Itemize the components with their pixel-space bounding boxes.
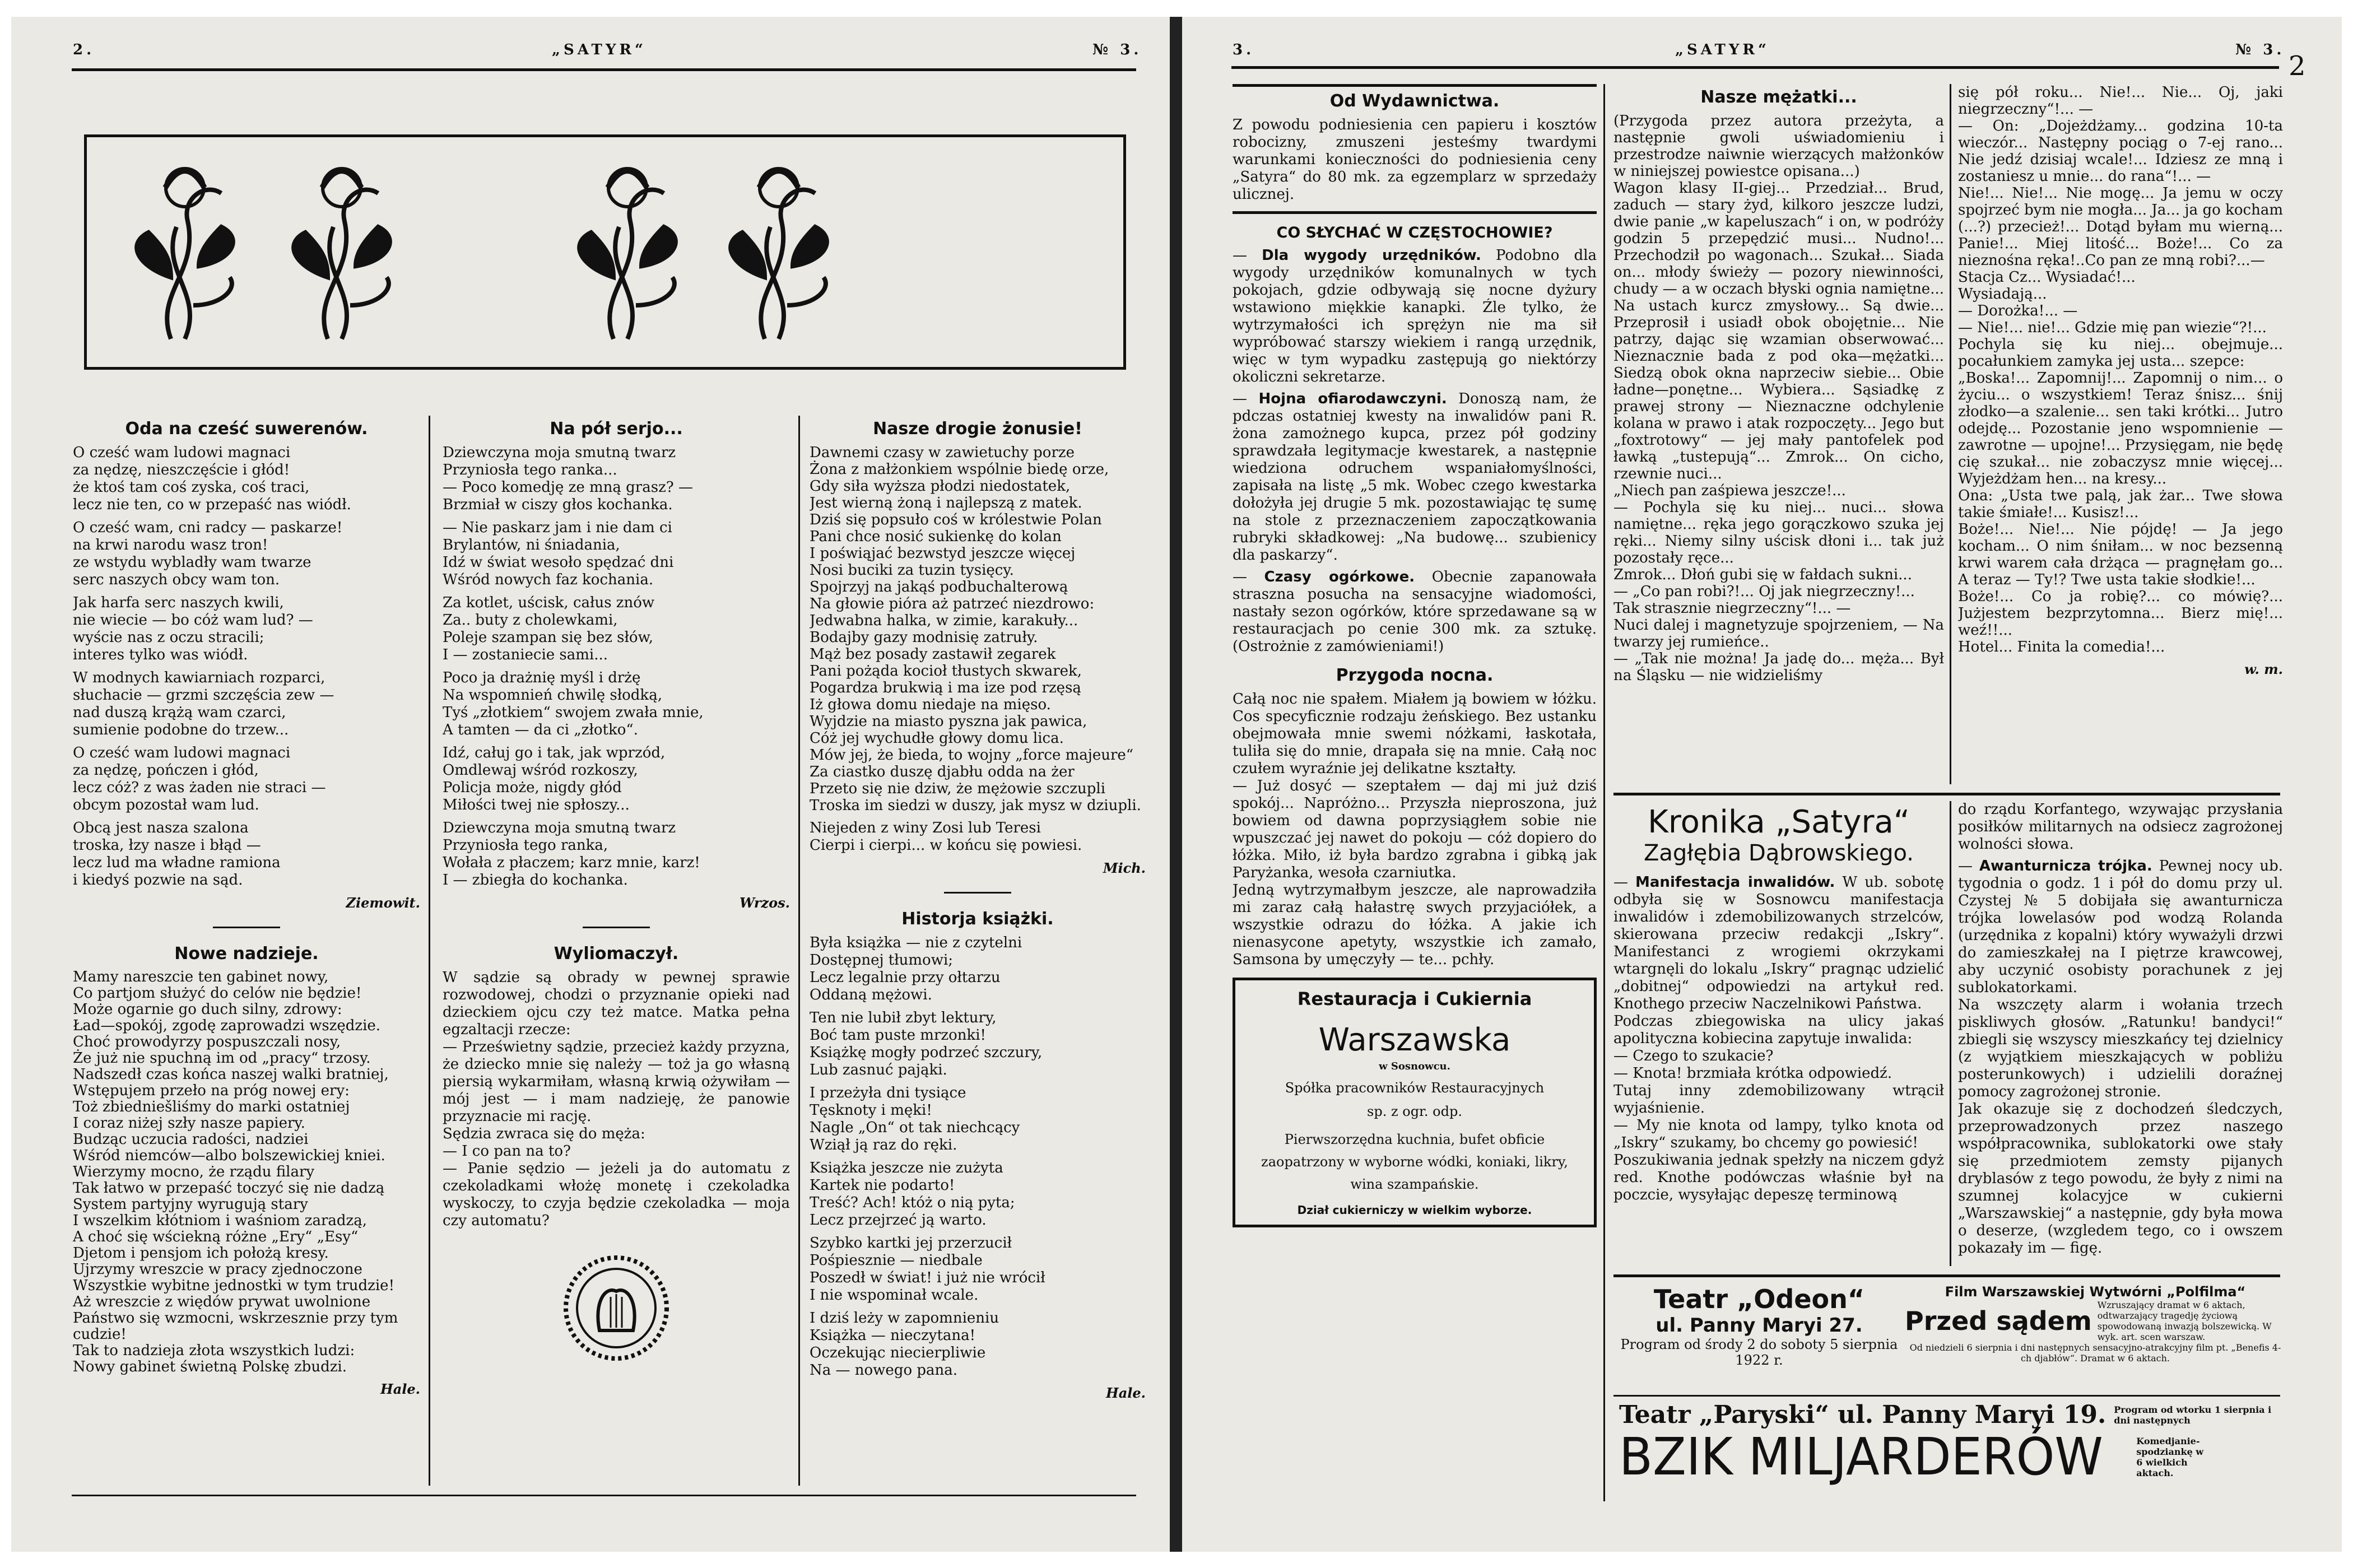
news-item: — Hojna ofiarodawczyni. Donoszą nam, że pdczas ostatniej kwesty na inwalidów pani R. żona zamożnego kupca, przez pół godziny sprawdzała legitymacje kwestarek, a następnie wiedziona odruchem wspaniałomyślności, zapisała na listę „5 mk. Wobec czego kwestarka dołożyła jej drugie 5 mk. pozostawiając tę sumę na stole z przeznaczeniem zapoczątkowania rubryki składkowej: „Na budowę... szubienicy dla paskarzy“. [1233,390,1597,564]
rule [1233,211,1597,214]
poem-stanza: Dziewczyna moja smutną twarz Przyniosła tego ranka, Wołała z płaczem; karz mnie, karz! I — zbiegła do kochanka. [443,820,700,888]
poem-stanza: I przeżyła dni tysiące Tęsknoty i męki! Nagle „On“ ot tak niechcący Wziął ją raz do ręki. [810,1085,1020,1153]
news-heading: Awanturnicza trójka. [1979,858,2152,874]
column-rule [1950,84,1951,784]
divider [944,892,1011,894]
poem-stanza: Obcą jest nasza szalona troska, łzy nasze i błąd — lecz lud ma władne ramiona i kiedyś pozwie na sąd. [73,820,281,888]
poem-stanza: Za kotlet, uścisk, całus znów Za.. buty z cholewkami, Poleje szampan się bez słów, I — zostaniecie sami... [443,594,655,663]
article-text: Całą noc nie spałem. Miałem ją bowiem w łóżku. Cos specyficznie rodzaju żeńskiego. Bez ustanku obejmowała mnie swemi nóżkami, łaskotała, tuliła się do mnie, drapała się na mnie. Całą noc czułem wyraźnie jej delikatne kształty. — Już dosyć — szeptałem — daj mi już dziś spokój... Napróżno... Przyszła nieproszona, już bowiem od dawna poprzysiągłem sobie nie wpuszczać jej nawet do pokoju — cóż dopiero do łóżka. Miło, iż była bardzo zgrabna i gibką jak Paryżanka, wesoła czarniutka. Jedną wytrzymałbym jeszcze, ale naprowadziła mi zaraz całą hałastrę swych przyjaciółek, a wszystkie odrazu do łóżka. A jakie ich nienasycone apetyty, wszystkie ich zamało, Samsona by umęczyły — te... pchły. [1233,691,1597,968]
poem-stanza: O cześć wam, cni radcy — paskarze! na krwi narodu wasz tron! ze wstydu wybladły wam twarze serc naszych obcy wam ton. [73,519,343,588]
news-text: Podobno dla wygody urzędników komunalnych w tych pokojach, gdzie odbywają się nocne dyżury wstawiono miękkie kanapki. Źle tylko, że wytrzymałości ich sprężyn nie ma sił wypróbować starszy wiekiem i rangą urzędnik, więc w tym wypadku zastępują go niektórzy okoliczni sekretarze. [1233,247,1597,385]
article-title: Historja książki. [901,909,1054,929]
running-title: „SATYR“ [1675,41,1770,58]
rule [1233,84,1597,87]
ad-text: Program od wtorku 1 sierpnia i dni następnych [2114,1404,2272,1426]
column-rule [1603,84,1605,1501]
issue-number: № 3. [1092,41,1142,58]
paryski-title-row [1619,1429,2280,1485]
news-text: Pewnej nocy ub. tygodnia o godz. 1 i pół do domu przy ul. Czystej № 5 dobijała się awanturnicza trójka lowelasów pod wodzą Rolanda (urzędnika z kopalni) który wyważyli drzwi do zamieszkałej na I piętrze krawcowej, aby uczynić osobisty porachunek z jej sublokatorkami. Na wszczęty alarm i wołania trzech piskliwych głosów. „Ratunku! bandyci!“ zbiegli się wszyscy mieszkańcy tej dzielnicy (z wyjątkiem mieszkających w pobliżu posterunkowych) i udzielili doraźnej pomocy zagrożonej stronie. Jak okazuje się z dochodzeń śledczych, przeprowadzonych przez naszego współpracownika, sublokatorki owe stały się przedmiotem zemsty pijanych dryblasów z tego powodu, że były z nimi na szumnej kolacyjce w cukierni „Warszawskiej“ a następnie, gdy była mowa o deserze, (wzgledem tego, co i owszem pokazały im — figę. [1958,858,2283,1257]
ad-text: Komedjanie-spodziankę w 6 wielkich aktach. [2136,1436,2204,1478]
ad-line: ul. Panny Maryi 27. [1656,1314,1863,1337]
section-rule [1613,793,2280,795]
poem-stanza: Jak harfa serc naszych kwili, nie wiecie — bo cóż wam lud? — wyście nas z oczu stracili; interes tylko was wiódł. [73,594,313,663]
ad-line: Spółka pracowników Restauracyjnych [1285,1080,1545,1096]
news-item: — Manifestacja inwalidów. W ub. sobotę odbyła się w Sosnowcu manifestacja inwalidów i zdemobilizowanych strzelców, skierowana przeciw redakcji „Iskry“. Manifestanci z wrogiemi okrzykami wtargnęli do lokalu „Iskry“ pragnąc udzielić „dobitnej“ odpowiedzi na artykuł red. Knothego przeciw Naczelnikowi Państwa. Podczas zbiegowiska na ulicy jakaś apolityczna kobiecina zapytuje inwalida: — Czego to szukacie? — Knota! brzmiała krótka odpowiedź. Tutaj inny zdemobilizowany wtrącił wyjaśnienie. — My nie knota od lampy, tylko knota od „Iskry“ szukamy, bo chcemy go powiesić! Poszukiwania jednak spełzły na niczem gdyż red. Knothe podówczas właśnie był na poczcie, wysyłając depeszę terminową [1613,874,1944,1203]
kronika-subtitle: Zagłębia Dąbrowskiego. [1643,840,1914,866]
ad-text: Wzruszający dramat w 6 aktach, odtwarzający tragedję życiową spowodowaną inwazją bolszewicką. W wyk. art. scen warszaw. [2097,1300,2272,1342]
ad-title: BZIK MILJARDERÓW [1619,1427,2103,1487]
flower-ornament-icon [87,137,1123,367]
left-column-2 [443,416,790,1491]
kronika-column-2 [1958,801,2283,1266]
news-heading: Hojna ofiarodawczyni. [1258,390,1447,407]
ad-title: Przed sądem [1905,1306,2092,1336]
ad-text: Pierwszorzędna kuchnia, bufet obficie zaopatrzony w wyborne wódki, koniaki, likry, wina szampańskie. [1261,1132,1568,1192]
article-title: Nasze mężatki... [1700,87,1857,107]
news-heading: Dla wygody urzędników. [1262,247,1481,264]
poem-stanza: Szybko kartki jej przerzucił Pośpiesznie — niedbale Poszedł w świat! i już nie wrócił I nie wspominał wcale. [810,1235,1045,1304]
news-heading: Czasy ogórkowe. [1264,569,1415,585]
kronika-column-1 [1613,804,1944,1269]
section-rule [1613,1395,2280,1397]
divider [583,927,650,928]
divider [213,927,280,928]
ad-line: Teatr „Paryski“ ul. Panny Maryi 19. [1619,1401,2106,1429]
news-item: — Awanturnicza trójka. Pewnej nocy ub. tygodnia o godz. 1 i pół do domu przy ul. Czystej № 5 dobijała się awanturnicza trójka lowelasów pod wodzą Rolanda (urzędnika z kopalni) który wyważyli drzwi do zamieszkałej na I piętrze krawcowej, aby uczynić osobisty porachunek z jej sublokatorkami. Na wszczęty alarm i wołania trzech piskliwych głosów. „Ratunku! bandyci!“ zbiegli się wszyscy mieszkańcy tej dzielnicy (z wyjątkiem mieszkających w pobliżu posterunkowych) i udzielili doraźnej pomocy zagrożonej stronie. Jak okazuje się z dochodzeń śledczych, przeprowadzonych przez naszego współpracownika, sublokatorki owe stały się przedmiotem zemsty pijanych dryblasów z tego powodu, że były z nimi na szumnej kolacyjce w cukierni „Warszawskiej“ a następnie, gdy była mowa o deserze, (wzgledem tego, co i owszem pokazały im — figę. [1958,858,2283,1257]
page-gutter [1170,17,1183,1552]
paryski-row [1619,1401,2280,1429]
article-title: Od Wydawnictwa. [1329,91,1500,111]
ad-title: Teatr „Odeon“ [1653,1284,1865,1314]
article-title: Wyliomaczył. [554,944,679,964]
poem-text: Mamy nareszcie ten gabinet nowy, Co partjom służyć do celów nie będzie! Może ogarnie go duch silny, zdrowy: Ład—spokój, zgodę zaprowadzi wszędzie. Choć prowodyrzy pospuszczali nosy, Że już nie spuchną im od „pracy“ trzosy. Nadszedł czas końca naszej walki bratniej, Wstępujem przeło na próg nowej ery: Toż zbiedniešliśmy do marki ostatniej I coraz niżej szły nasze papiery. Budząc uczucia radości, nadziei Wśród niemców—albo bolszewickiej kniei. Wierzymy mocno, że rządu filary Tak łatwo w przepaść toczyć się nie dadzą System partyjny wyrugują stary I wszelkim kłótniom i waśniom zaradzą, A choć się wściekną różne „Ery“ „Esy“ Djetom i pensjom ich położą kresy. Ujrzymy wreszcie w pracy zjednoczone Wszystkie wybitne jednostki w tym trudzie! Aż wreszcie z więdów prywat uwolnione Państwo się wzmocni, wskrzesznie przy tym cudzie! Tak to nadzieja złota wszystkich ludzi: Nowy gabinet świetną Polskę zbudzi. [73,969,398,1375]
emblem-frame [84,134,1126,370]
article-title: CO SŁYCHAĆ W CZĘSTOCHOWIE? [1276,224,1553,241]
poem-stanza: Była książka — nie z czytelni Dostępnej tłumowi; Lecz legalnie przy ołtarzu Oddaną mężowi. [810,934,1022,1003]
ad-line: Program od środy 2 do soboty 5 sierpnia 1922 r. [1620,1337,1898,1368]
page-number: 3. [1233,41,1255,58]
news-heading: Manifestacja inwalidów. [1635,874,1835,891]
article-text: (Przygoda przez autora przeżyta, a następnie gwoli uświadomieniu i przestrodze naiwnie wierzących małżonków w niniejszej powiestce opisana...) Wagon klasy II-giej... Przedział... Brud, zaduch — stary żyd, kilkoro jeszcze ludzi, dwie panie „w kapeluszach“ i on, w podróży godzin 5 przepędzić musi... Nudno!... Przechodził po wagonach... Szukał... Siada on... młody świeży — pozory niewinności, chudy — a w oczach błyski ognia namiętne... Na ustach kurcz zmysłowy... Są dwie... Przeprosił i usiadł obok obojętnie... Nie patrzy, dając się wzamian obserwować... Nieznacznie bada z pod oka—mężatki... Siedzą obok okna naprzeciw siebie... Obie ładne—ponętne... Wybiera... Sąsiadkę z prawej strony — Nieznaczne odchylenie kolana w prawo i atak rozpoczęty... Jego but „foxtrotowy“ — jej mały pantofelek pod ławką „tustepują“... Zmrok... On cicho, rzewnie nuci... „Niech pan zaśpiewa jeszcze!... — Pochyla się ku niej... nuci... słowa namiętne... ręka jego gorączkowo szuka jej ręki... Niemy silny uścisk dłoni i... tak już pozostały ręce... Zmrok... Dłoń gubi się w fałdach sukni... — „Co pan robi?!... Oj jak niegrzeczny!... Tak strasznie niegrzeczny“!... — Nuci dalej i magnetyzuje spojrzeniem, — Na twarzy jej rumieńce.. — „Tak nie można! Ja jadę do... męża... Był na Śląsku — nie widzieliśmy [1613,113,1944,684]
margin-mark: 2 [2289,50,2306,82]
poem-stanza: Dziewczyna moja smutną twarz Przyniosła tego ranka... — Poco komedję ze mną grasz? — Brzmiał w ciszy głos kochanka. [443,444,693,513]
poem-coda: Niejeden z winy Zosi lub Teresi Cierpi i cierpi... w końcu się powiesi. [810,820,1082,854]
signature: Wrzos. [739,895,790,911]
news-text: W ub. sobotę odbyła się w Sosnowcu manifestacja inwalidów i zdemobilizowanych strzelców, skierowana przeciw redakcji „Iskry“. Manifestanci z wrogiemi okrzykami wtargnęli do lokalu „Iskry“ pragnąc udzielić „dobitnej“ odpowiedzi na artykuł red. Knothego przeciw Naczelnikowi Państwa. Podczas zbiegowiska na ulicy jakaś apolityczna kobiecina zapytuje inwalida: — Czego to szukacie? — Knota! brzmiała krótka odpowiedź. Tutaj inny zdemobilizowany wtrącił wyjaśnienie. — My nie knota od lampy, tylko knota od „Iskry“ szukamy, bo chcemy go powiesić! Poszukiwania jednak spełzły na niczem gdyż red. Knothe podówczas właśnie był na poczcie, wysyłając depeszę terminową [1613,874,1944,1203]
section-rule [1613,1274,2280,1277]
ad-line: Restauracja i Cukiernia [1297,988,1532,1009]
right-page [1182,17,2342,1552]
ad-line: w Sosnowcu. [1379,1060,1450,1072]
left-page [11,17,1171,1552]
page-number: 2. [73,41,95,58]
running-title: „SATYR“ [552,41,647,58]
left-column-3 [810,416,1146,1491]
poem-stanza: O cześć wam ludowi magnaci za nędzę, nieszczęście i głód! że ktoś tam coś zyska, coś traci, lecz nie ten, co w przepaść nas wiódł. [73,444,351,513]
poem-stanza: — Nie paskarz jam i nie dam ci Brylantów, ni śniadania, Idź w świat wesoło spędzać dni Wśród nowych faz kochania. [443,519,674,588]
poem-stanza: Ten nie lubił zbyt lektury, Boć tam puste mrzonki! Książkę mogły podrzeć szczury, Lub zasnuć pająki. [810,1009,1043,1078]
right-column-3 [1958,84,2283,784]
poem-stanza: Idź, całuj go i tak, jak wprzód, Omdlewaj wśród rozkoszy, Policja może, nigdy głód Miłości twej nie spłoszy... [443,745,666,813]
signature: Hale. [1106,1385,1146,1401]
article-title: Na pół serjo... [550,419,683,439]
lyre-monogram-icon [560,1252,672,1364]
ad-line: sp. z ogr. odp. [1367,1104,1462,1119]
signature: Mich. [1103,860,1146,876]
column-rule [798,416,800,1486]
column-rule [1950,801,1951,1266]
news-text: do rządu Korfantego, wzywając przysłania posiłków militarnych na odsiecz zagrożonej wolności słowa. [1958,801,2283,853]
news-text: Obecnie zapanowała straszna posucha na sensacyjne wiadomości, nastały sezon ogórków, które sprzedawane są w restauracjach po cenie 300 mk. za sztukę. (Ostrożnie z zamówieniami!) [1233,569,1597,655]
article-title: Nowe nadzieje. [174,944,319,964]
left-column-1 [73,416,420,1491]
header-rule [1231,66,2279,69]
signature: Ziemowit. [346,895,420,911]
article-text: W sądzie są obrady w pewnej sprawie rozwodowej, chodzi o przyznanie opieki nad dzieckiem ojcu czy też matce. Matka pełna egzaltacji rzecze: — Prześwietny sądzie, przecież każdy przyzna, że dziecko mnie się należy — toż ja go własną piersią wykarmiłam, własną krwią ożywiłam — mój jest — i mam nadzieję, że panowie przyznacie mi rację. Sędzia zwraca się do męża: — I co pan na to? — Panie sędzio — jeżeli ja do automatu z czekoladkami włożę monetę i czekoladka wyskoczy, to czyja będzie czekoladka — moja czy automatu? [443,969,790,1229]
kronika-title: Kronika „Satyra“ [1648,804,1910,840]
header-rule [72,68,1136,71]
news-item: — Dla wygody urzędników. Podobno dla wygody urzędników komunalnych w tych pokojach, gdzie odbywają się nocne dyżury wstawiono miękkie kanapki. Źle tylko, że wytrzymałości ich sprężyn nie ma sił wypróbować starszy wiekiem i rangą urzędnik, więc w tym wypadku zastępują go niektórzy okoliczni sekretarze. [1233,247,1597,385]
right-column-1 [1233,84,1597,1501]
ad-title: Warszawska [1318,1022,1511,1058]
poem-text: Dawnemi czasy w zawietuchy porze Żona z małżonkiem wspólnie biedę orze, Gdy siła wyższa płodzi niedostatek, Jest wierną żoną i najlepszą z matek. Dziś się popsuło coś w królestwie Polan Pani chce nosić sukienkę do kolan I poświąjać bezwstyd jeszcze więcej Nosi buciki za tuzin tysięcy. Spojrzyj na jakąś podbuchalterową Na głowie pióra aż patrzeć niezdrowo: Jedwabna halka, w zimie, karakuły... Bodajby gazy modnisię zatruły. Mąż bez posady zastawił zegarek Pani pożąda kocioł tłustych skwarek, Pogardza brukwią i ma ize pod rzęsą Iż głowa domu niedaje na mięso. Wyjdzie na miasto pyszna jak pawica, Cóż jej wychudłe głowy domu lica. Mów jej, że bieda, to wojny „force majeure“ Za ciastko duszę djabłu odda na żer Przeto się nie dziw, że mężowie szczupli Troska im siedzi w duszy, jak mysz w dziupli. [810,444,1141,814]
paryski-ad [1619,1401,2280,1513]
ad-text: Od niedzieli 6 sierpnia i dni następnych sensacyjno-atrakcyjny film pt. „Benefis 4-ch djabłów“. Dramat w 6 aktach. [1909,1342,2281,1364]
article-text: się pół roku... Nie!... Nie... Oj, jaki niegrzeczny“!... — — On: „Dojeżdżamy... godzina 10-ta wieczór... Następny pociąg o 7-ej rano... Nie jedź dzisiaj wcale!... Idziesz ze mną i zostaniesz u mnie... do rana“!... — Nie!... Nie!... Nie mogę... Ja jemu w oczy spojrzeć bym nie mogła... Ja... ja go kocham (...?) przecież!... Dotąd byłam mu wierną... Panie!... Miej litość... Boże!... Co za nieznośna ręka!..Co pan ze mną robi?...— Stacja Cz... Wysiadać!... Wysiadają... — Dorożka!... — — Nie!... nie!... Gdzie mię pan wiezie“?!... Pochyla się ku niej... obejmuje... pocałunkiem zamyka jej usta... szepce: „Boska!... Zapomnij!... Zapomnij o nim... o życiu... o wszystkiem! Teraz śnisz... śnij złodko—a szalenie... sen taki krótki... Jutro odejdę... Pozostanie jeno wspomnienie — zawrotne — upojne!... Przysięgam, nie będę cię szukał... nie zobaczysz mnie więcej... Wyjeżdżam hen... na kresy... Ona: „Usta twe palą, jak żar... Twe słowa takie śmiałe!... Kusisz!... Boże!... Nie!... Nie pójdę! — Ja jego kocham... O nim śniłam... w noc bezsenną krwi warem cała drżąca — pragnęłam go... A teraz — Ty!? Twe usta takie słodkie!... Boże!... Co ja robię?... co mówię?... Jużjestem bezprzytomna... Bierz mię!... weź!!... Hotel... Finita la comedia!... [1958,84,2283,655]
news-item: — Czasy ogórkowe. Obecnie zapanowała straszna posucha na sensacyjne wiadomości, nastały sezon ogórków, które sprzedawane są w restauracjach po cenie 300 mk. za sztukę. (Ostrożnie z zamówieniami!) [1233,569,1597,655]
poem-stanza: Książka jeszcze nie zużyta Kartek nie podarto! Treść? Ach! któż o nią pyta; Lecz przejrzeć ją warto. [810,1160,1015,1229]
film-ad [1905,1284,2286,1396]
article-title: Oda na cześć suwerenów. [125,419,368,439]
poem-stanza: I dziś leży w zapomnieniu Książka — nieczytana! Oczekując niecierpliwie Na — nowego pana. [810,1310,999,1379]
poem-stanza: W modnych kawiarniach rozparci, słuchacie — grzmi szczęścia zew — nad duszą krążą wam czarci, sumienie podobne do trzew... [73,669,334,738]
news-text: Donoszą nam, że pdczas ostatniej kwesty na inwalidów pani R. żona zamożnego kupca, przez pół godziny sprawdzała legitymacje kwestarek, a następnie wiedziona odruchem wspaniałomyślności, zapisała na listę „5 mk. Wobec czego kwestarka dołożyła jej drugie 5 mk. pozostawiając tę sumę na stole z przeznaczeniem zapoczątkowania rubryki składkowej: „Na budowę... szubienicy dla paskarzy“. [1233,390,1597,564]
ad-line: Film Warszawskiej Wytwórni „Polfilma“ [1945,1284,2246,1300]
footer-rule [72,1495,1136,1496]
restaurant-ad [1233,978,1597,1227]
signature: w. m. [2244,661,2283,677]
poem-stanza: Poco ja drażnię myśl i drżę Na wspomnień chwilę słodką, Tyś „złotkiem“ swojem zwała mnie, A tamten — da ci „złotko“. [443,669,704,738]
article-text: Z powodu podniesienia cen papieru i kosztów robocizny, zmuszeni jesteśmy twardymi warunkami konieczności do podniesienia ceny „Satyra“ do 80 mk. za egzemplarz w sprzedaży ulicznej. [1233,117,1597,203]
article-title: Przygoda nocna. [1336,666,1494,685]
film-row [1905,1300,2286,1342]
ad-line: Dział cukierniczy w wielkim wyborze. [1297,1203,1532,1217]
signature: Hale. [380,1381,420,1397]
issue-number: № 3. [2235,41,2285,58]
poem-stanza: O cześć wam ludowi magnaci za nędzę, pończen i głód, lecz cóż? z was żaden nie straci — obcym pozostał wam lud. [73,745,326,813]
right-column-2 [1613,84,1944,784]
article-title: Nasze drogie żonusie! [873,419,1082,439]
column-rule [429,416,430,1486]
odeon-ad [1619,1284,1899,1396]
